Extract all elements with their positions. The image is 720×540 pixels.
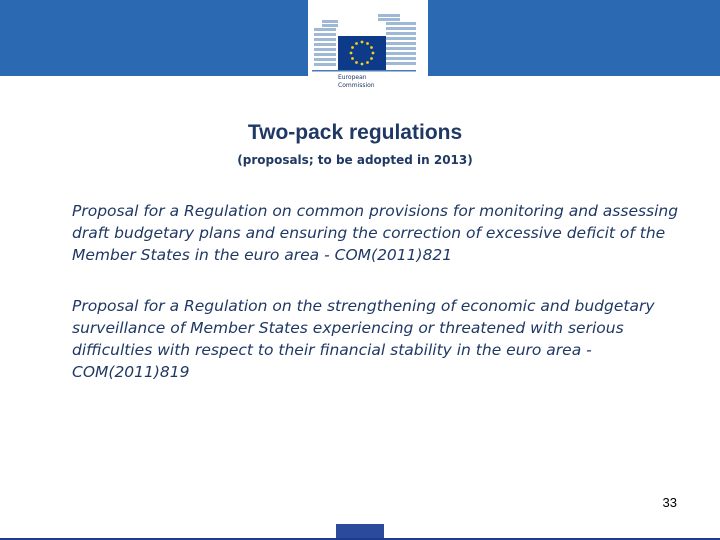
proposal-item: Proposal for a Regulation on common provisions for monitoring and assessing draft budgetary plans and ensuring the correction of excessive deficit of the Member States in the euro area - COM(2011)821 — [72, 202, 679, 264]
slide-subtitle: (proposals; to be adopted in 2013) — [237, 153, 473, 167]
logo-caption — [338, 74, 408, 90]
logo-caption-line2: Commission — [338, 82, 375, 89]
european-commission-logo — [308, 0, 428, 102]
logo-caption-line1: European — [338, 74, 367, 81]
page-number: 33 — [662, 495, 677, 510]
slide-title: Two-pack regulations — [247, 121, 463, 144]
proposal-item: Proposal for a Regulation on the strengthening of economic and budgetary surveillance of Member States experiencing or threatened with serious difficulties with respect to their financial stability in the euro area - COM(2011)819 — [72, 297, 655, 381]
